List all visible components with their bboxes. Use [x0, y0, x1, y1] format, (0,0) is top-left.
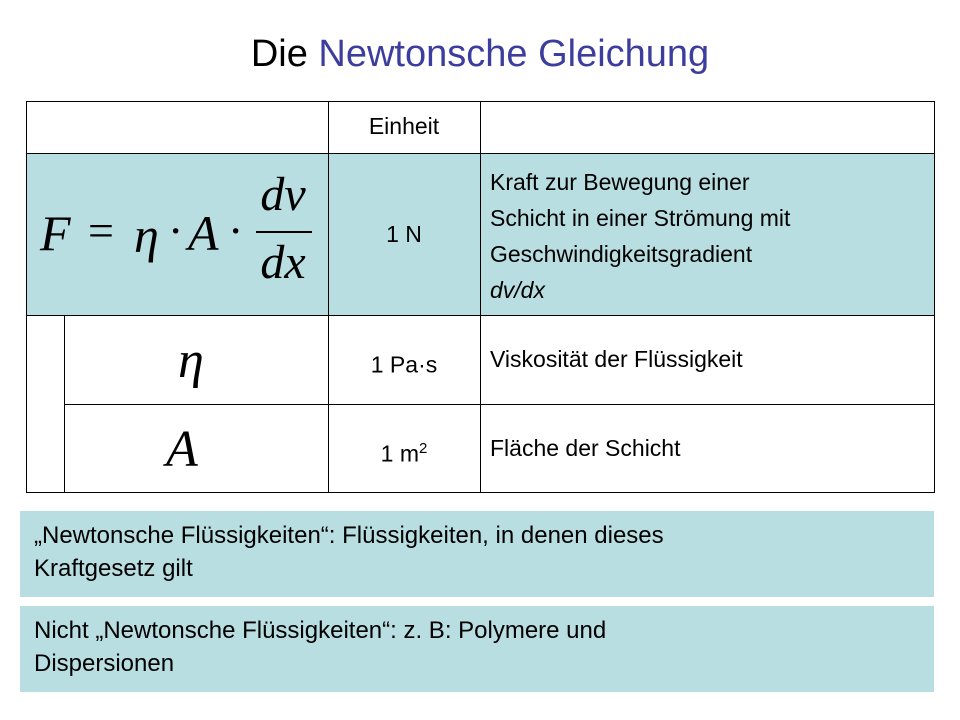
unit-eta: 1 Pa·s — [370, 351, 438, 378]
formula-eq: = — [88, 205, 114, 256]
formula-numerator: dv — [260, 168, 306, 221]
formula-dot1: · — [168, 205, 184, 256]
formula-a: A — [188, 205, 219, 261]
unit-area: 1 $m^2$ — [380, 440, 428, 467]
description-area: Fläche der Schicht — [490, 435, 681, 461]
symbol-a: A — [166, 421, 198, 478]
formula-description: Kraft zur Bewegung einer Schicht in einer Strömung mit Geschwindigkeitsgradient dv/dx — [490, 169, 791, 303]
title-prefix: Die — [250, 33, 308, 75]
fraction-bar — [256, 231, 312, 233]
note-newtonian: „Newtonsche Flüssigkeiten“: Flüssigkeiten, in denen dieses Kraftgesetz gilt — [20, 511, 934, 597]
page-title — [0, 28, 960, 80]
formula-dot2: · — [228, 205, 244, 256]
symbol-eta: η — [178, 332, 204, 389]
formula-eta: η — [134, 207, 159, 263]
formula-denominator: dx — [260, 236, 306, 289]
title-accent: Newtonsche Gleichung — [318, 33, 710, 75]
description-eta: Viskosität der Flüssigkeit — [490, 346, 743, 372]
note-non-newtonian: Nicht „Newtonsche Flüssigkeiten“: z. B: Polymere und Dispersionen — [20, 606, 934, 692]
formula-unit: 1 N — [386, 221, 422, 247]
header-unit: Einheit — [368, 113, 440, 139]
formula-f: F — [40, 205, 71, 261]
